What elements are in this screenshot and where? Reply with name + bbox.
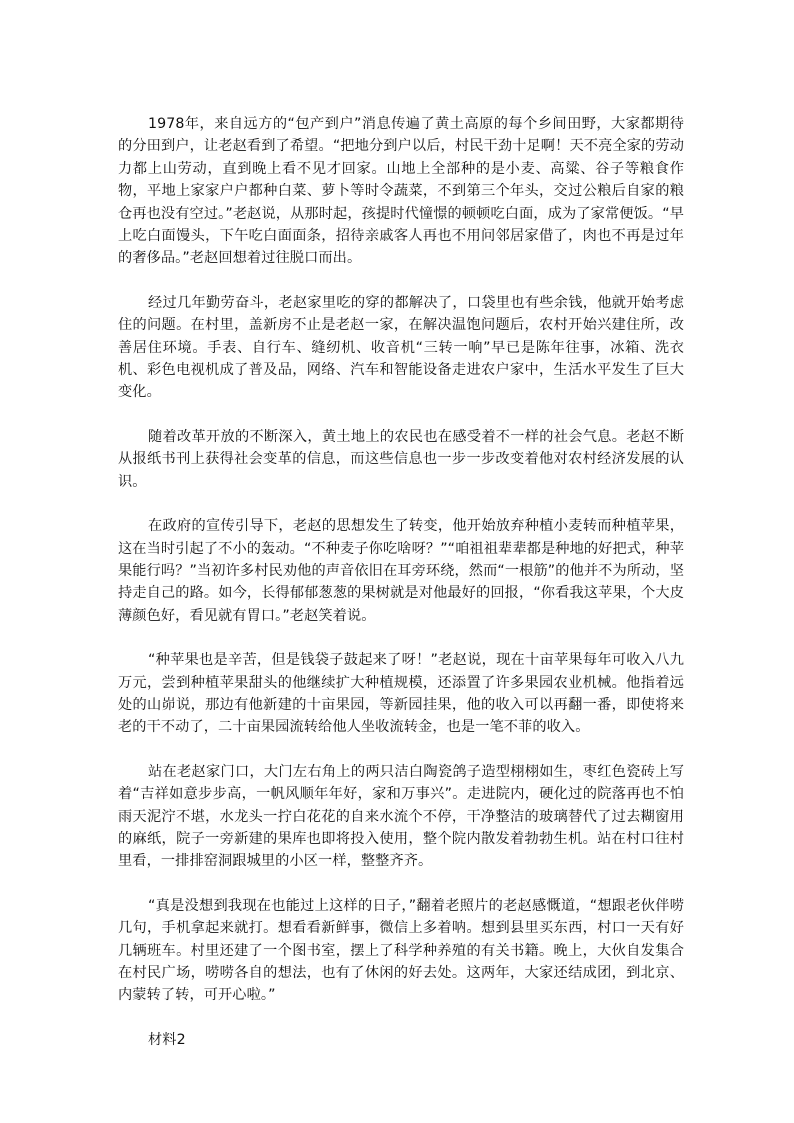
section-label: 材料2	[148, 1031, 186, 1048]
paragraph: 1978年，来自远方的“包产到户”消息传遍了黄土高原的每个乡间田野，大家都期待的分田到户，让老赵看到了希望。“把地分到户以后，村民干劲十足啊！天不亮全家的劳动力都上山劳动，直到晚上看不见才回家。山地上全部种的是小麦、高粱、谷子等粮食作物，平地上家家户户都种白菜、萝卜等时令蔬菜，不到第三个年头，交过公粮后自家的粮仓再也没有空过。”老赵说，从那时起，孩提时代憧憬的顿顿吃白面，成为了家常便饭。“早上吃白面馒头，下午吃白面面条，招待亲戚客人再也不用问邻居家借了，肉也不再是过年的奢侈品。”老赵回想着过往脱口而出。	[118, 116, 684, 267]
paragraph: 随着改革开放的不断深入，黄土地上的农民也在感受着不一样的社会气息。老赵不断从报纸书刊上获得社会变革的信息，而这些信息也一步一步改变着他对农村经济发展的认识。	[118, 428, 684, 490]
paragraph: 在政府的宣传引导下，老赵的思想发生了转变，他开始放弃种植小麦转而种植苹果，这在当时引起了不小的轰动。“不种麦子你吃啥呀？”“咱祖祖辈辈都是种地的好把式，种苹果能行吗？”当初许多村民劝他的声音依旧在耳旁环绕，然而“一根筋”的他并不为所动，坚持走自己的路。如今，长得郁郁葱葱的果树就是对他最好的回报，“你看我这苹果，个大皮薄颜色好，看见就有胃口。”老赵笑着说。	[118, 518, 684, 624]
paragraph: 站在老赵家门口，大门左右角上的两只洁白陶瓷鸽子造型栩栩如生，枣红色瓷砖上写着“吉祥如意步步高，一帆风顺年年好，家和万事兴”。走进院内，硬化过的院落再也不怕雨天泥泞不堪，水龙头一拧白花花的自来水流个不停，干净整洁的玻璃替代了过去糊窗用的麻纸，院子一旁新建的果库也即将投入使用，整个院内散发着勃勃生机。站在村口往村里看，一排排窑洞跟城里的小区一样，整整齐齐。	[118, 763, 684, 870]
document-page	[118, 113, 684, 1073]
paragraph: 经过几年勤劳奋斗，老赵家里吃的穿的都解决了，口袋里也有些余钱，他就开始考虑住的问题。在村里，盖新房不止是老赵一家，在解决温饱问题后，农村开始兴建住所，改善居住环境。手表、自行车、缝纫机、收音机“三转一响”早已是陈年往事，冰箱、洗衣机、彩色电视机成了普及品，网络、汽车和智能设备走进农户家中，生活水平发生了巨大变化。	[118, 294, 684, 401]
paragraph: “真是没想到我现在也能过上这样的日子，”翻着老照片的老赵感慨道，“想跟老伙伴唠几句，手机拿起来就打。想看看新鲜事，微信上多着呐。想到县里买东西，村口一天有好几辆班车。村里还建了一个图书室，摆上了科学种养殖的有关书籍。晚上，大伙自发集合在村民广场，唠唠各自的想法，也有了休闲的好去处。这两年，大家还结成团，到北京、内蒙转了转，可开心啦。”	[118, 897, 684, 1004]
paragraph: “种苹果也是辛苦，但是钱袋子鼓起来了呀！”老赵说，现在十亩苹果每年可收入八九万元，尝到种植苹果甜头的他继续扩大种植规模，还添置了许多果园农业机械。他指着远处的山峁说，那边有他新建的十亩果园，等新园挂果，他的收入可以再翻一番，即使将来老的干不动了，二十亩果园流转给他人坐收流转金，也是一笔不菲的收入。	[118, 652, 684, 736]
